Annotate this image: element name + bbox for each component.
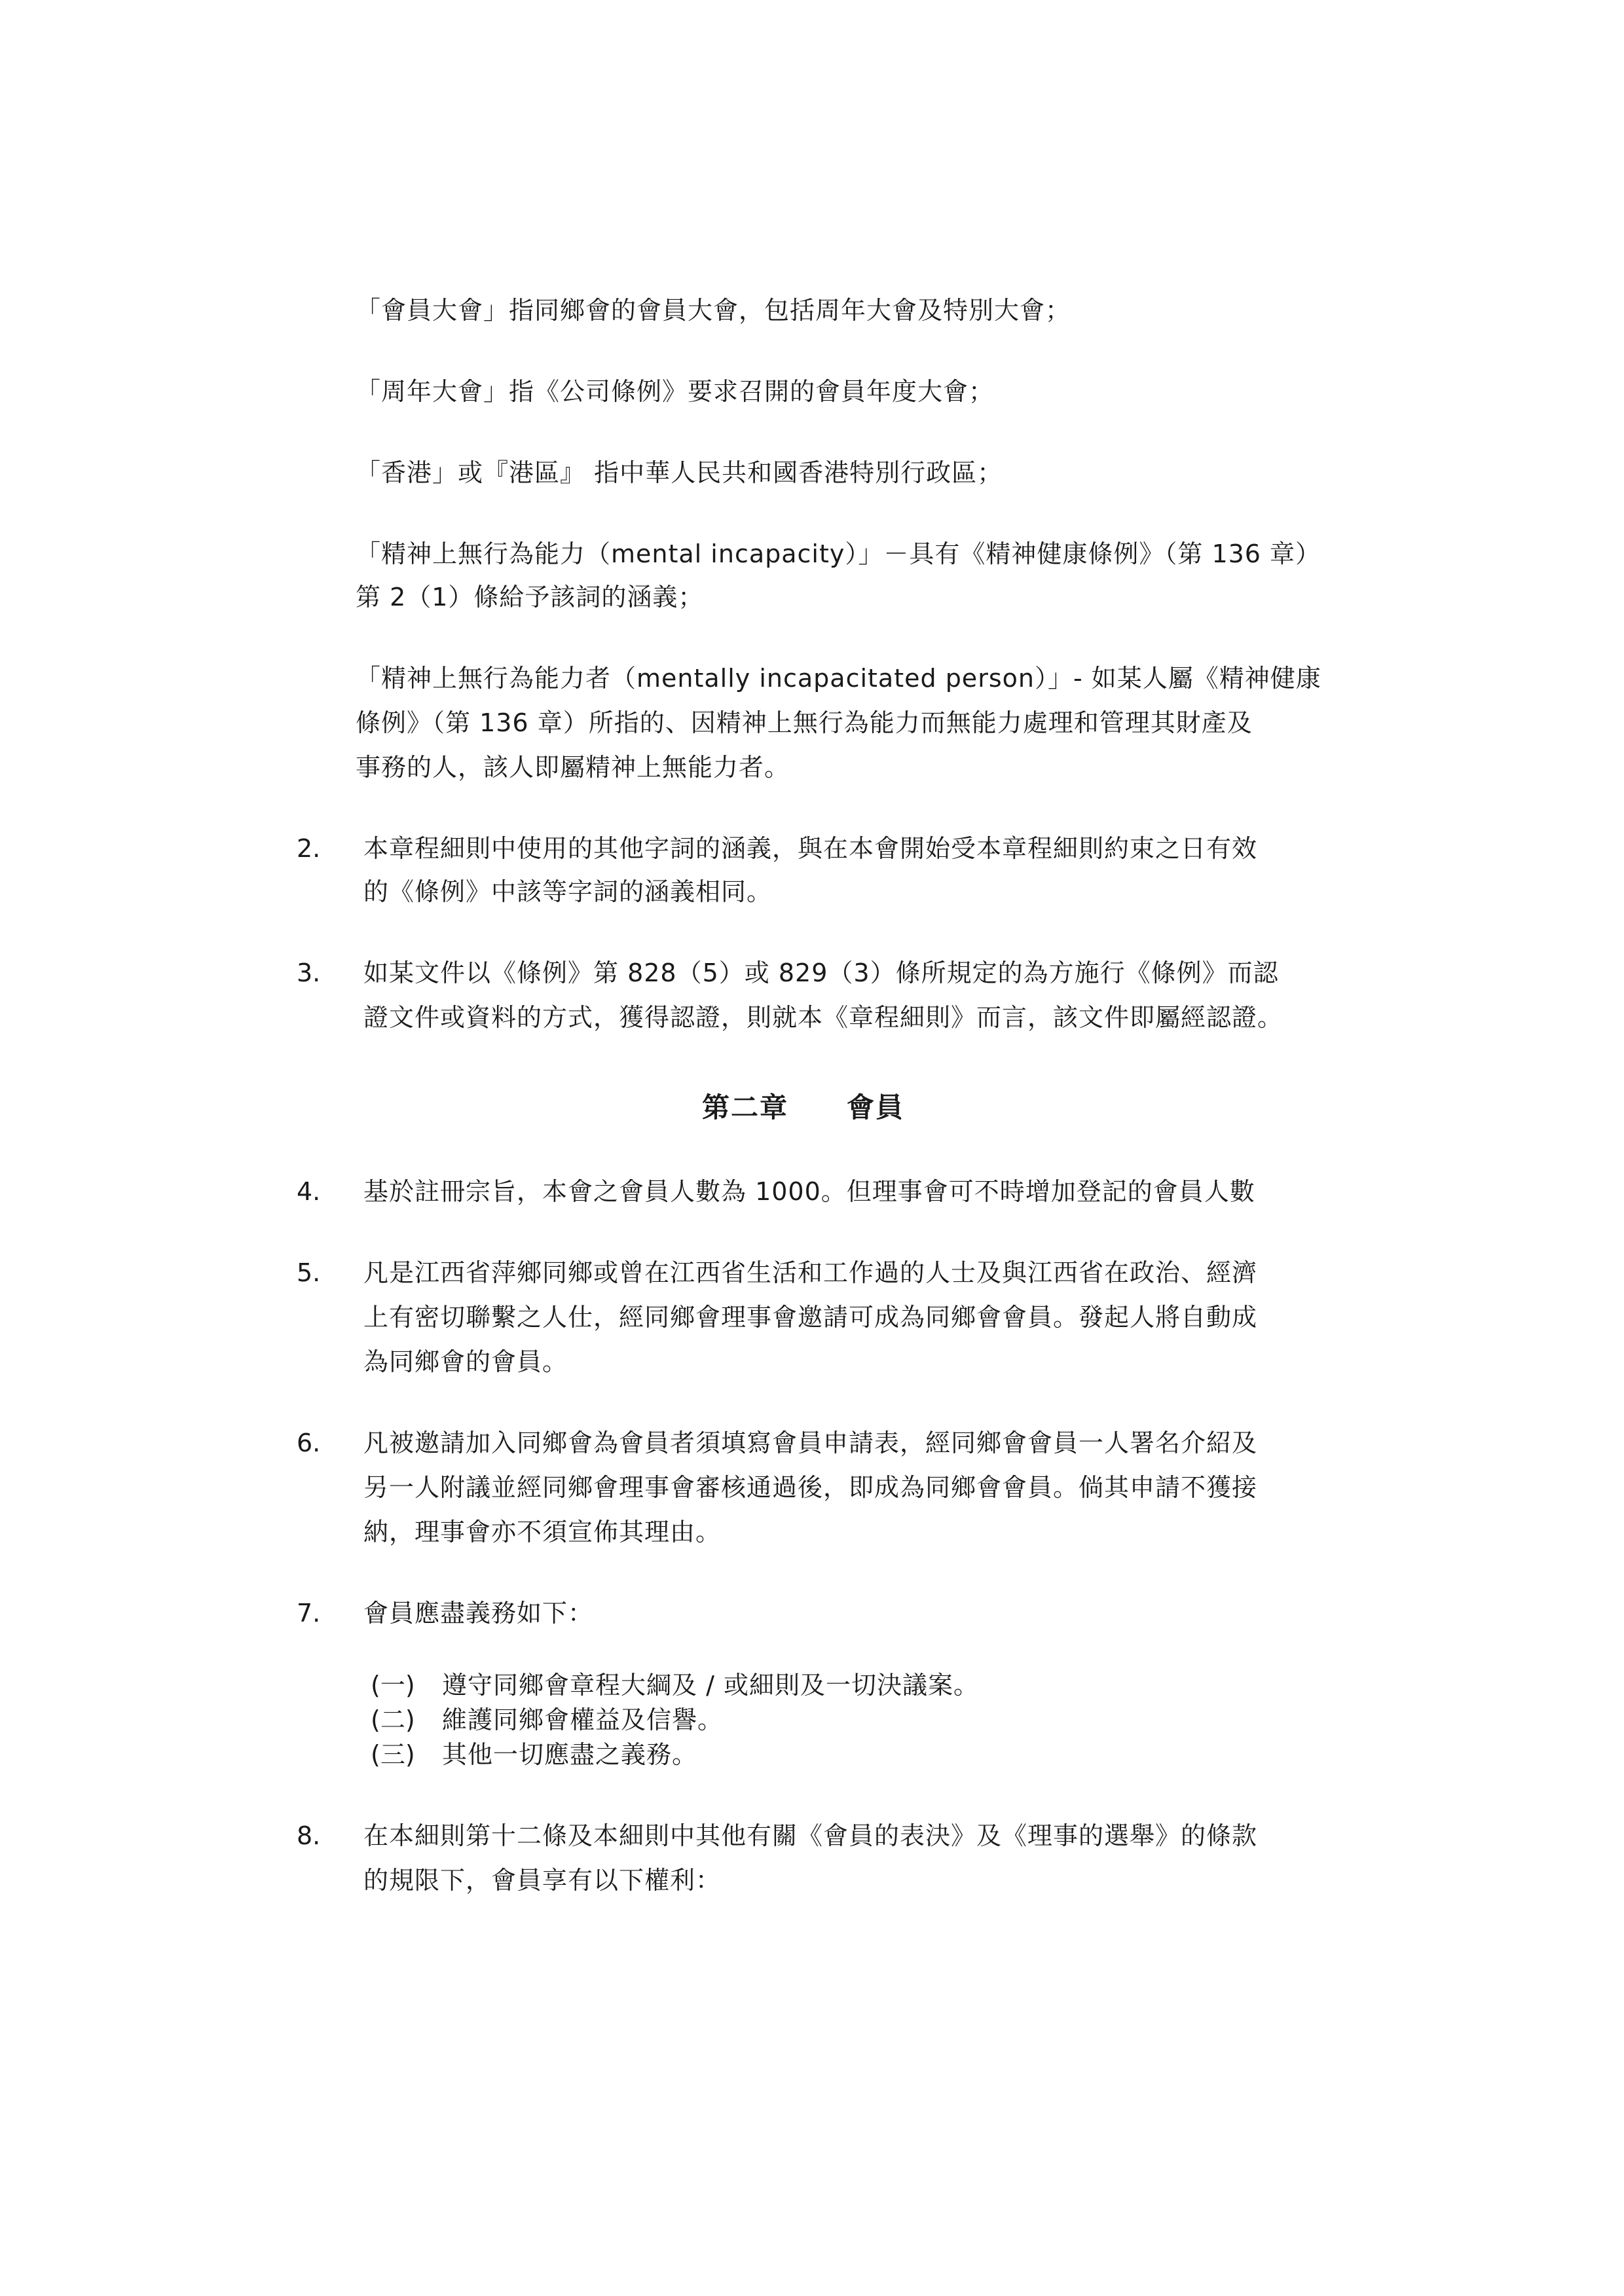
- clause-number: 7.: [297, 1599, 321, 1628]
- clause-number: 6.: [297, 1429, 321, 1457]
- chapter-number: 第二章: [702, 1091, 789, 1123]
- clause-2-line-1: 本章程細則中使用的其他字詞的涵義，與在本會開始受本章程細則約束之日有效: [363, 834, 1258, 863]
- clause-number: 8.: [297, 1821, 321, 1850]
- clause-5-line-1: 凡是江西省萍鄉同鄉或曾在江西省生活和工作過的人士及與江西省在政治、經濟: [363, 1258, 1258, 1287]
- clause-number: 3.: [297, 958, 321, 987]
- clause-3-line-2: 證文件或資料的方式，獲得認證，則就本《章程細則》而言，該文件即屬經認證。: [363, 1003, 1283, 1032]
- clause-6-line-1: 凡被邀請加入同鄉會為會員者須填寫會員申請表，經同鄉會會員一人署名介紹及: [363, 1429, 1258, 1457]
- duty-marker: (一): [371, 1671, 415, 1700]
- definition-incapacitated-person-line-1: 「精神上無行為能力者（mentally incapacitated person）」- 如某人屬《精神健康: [356, 664, 1321, 693]
- duty-marker: (三): [371, 1740, 415, 1769]
- clause-6-line-3: 納，理事會亦不須宣佈其理由。: [363, 1518, 722, 1546]
- duty-item: 維護同鄉會權益及信譽。: [442, 1705, 724, 1734]
- definition-mental-incapacity-line-1: 「精神上無行為能力（mental incapacity）」－具有《精神健康條例》（第 136 章）: [356, 539, 1321, 568]
- duty-marker: (二): [371, 1705, 415, 1734]
- clause-8-line-2: 的規限下，會員享有以下權利：: [363, 1866, 722, 1895]
- clause-3-line-1: 如某文件以《條例》第 828（5）或 829（3）條所規定的為方施行《條例》而認: [363, 958, 1279, 987]
- clause-8-line-1: 在本細則第十二條及本細則中其他有關《會員的表決》及《理事的選舉》的條款: [363, 1821, 1258, 1850]
- clause-2-line-2: 的《條例》中該等字詞的涵義相同。: [363, 877, 773, 906]
- definition-general-meeting: 「會員大會」指同鄉會的會員大會，包括周年大會及特別大會；: [356, 296, 1071, 325]
- duty-item: 遵守同鄉會章程大綱及 / 或細則及一切決議案。: [442, 1671, 979, 1700]
- definition-incapacitated-person-line-3: 事務的人，該人即屬精神上無能力者。: [356, 753, 790, 782]
- definition-mental-incapacity-line-2: 第 2（1）條給予該詞的涵義；: [356, 583, 704, 611]
- clause-6-line-2: 另一人附議並經同鄉會理事會審核通過後，即成為同鄉會會員。倘其申請不獲接: [363, 1473, 1258, 1502]
- definition-hong-kong: 「香港」或『港區』 指中華人民共和國香港特別行政區；: [356, 458, 1003, 487]
- clause-number: 2.: [297, 834, 321, 863]
- duty-item: 其他一切應盡之義務。: [442, 1740, 698, 1769]
- clause-5-line-3: 為同鄉會的會員。: [363, 1347, 568, 1376]
- clause-4-line-1: 基於註冊宗旨，本會之會員人數為 1000。但理事會可不時增加登記的會員人數: [363, 1177, 1255, 1206]
- chapter-title: 會員: [847, 1091, 905, 1123]
- clause-7-line-1: 會員應盡義務如下：: [363, 1599, 594, 1628]
- clause-5-line-2: 上有密切聯繫之人仕，經同鄉會理事會邀請可成為同鄉會會員。發起人將自動成: [363, 1303, 1258, 1332]
- definition-annual-meeting: 「周年大會」指《公司條例》要求召開的會員年度大會；: [356, 377, 995, 406]
- clause-number: 5.: [297, 1258, 321, 1287]
- definition-incapacitated-person-line-2: 條例》（第 136 章）所指的、因精神上無行為能力而無能力處理和管理其財產及: [356, 708, 1253, 737]
- clause-number: 4.: [297, 1177, 321, 1206]
